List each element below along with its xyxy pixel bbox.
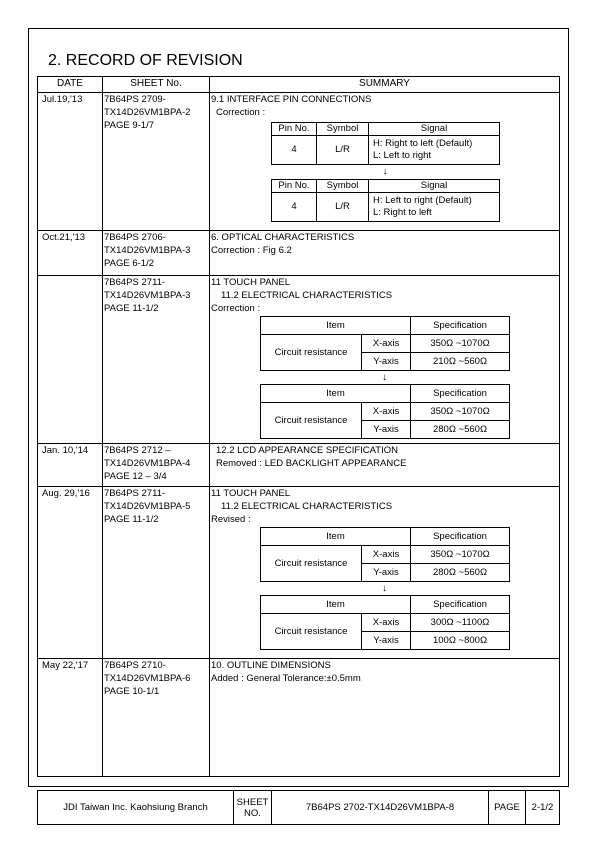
footer-page-label: PAGE	[489, 791, 526, 825]
revision-date: May 22,'17	[38, 659, 103, 777]
revision-summary: 9.1 INTERFACE PIN CONNECTIONS Correction : Pin No. Symbol Signal 4 L/R H: Right to left (Default) L: Left to right ↓ Pin No. Symbol Signal 4 L/R H: Left to right (Default) L: Right to left	[210, 93, 560, 231]
revision-summary: 6. OPTICAL CHARACTERISTICS Correction : Fig 6.2	[210, 231, 560, 276]
revision-sheet: 7B64PS 2709- TX14D26VM1BPA-2 PAGE 9-1/7	[103, 93, 210, 231]
table-row	[38, 444, 560, 487]
pin-table-after: Pin No. Symbol Signal 4 L/R H: Left to right (Default) L: Right to left	[271, 179, 500, 222]
page-title: 2. RECORD OF REVISION	[48, 52, 243, 69]
revision-sheet: 7B64PS 2706- TX14D26VM1BPA-3 PAGE 6-1/2	[103, 231, 210, 276]
footer-table	[37, 790, 560, 825]
table-row	[38, 276, 560, 444]
change-arrow-icon: ↓	[382, 372, 387, 383]
header-sheet: SHEET No.	[103, 77, 210, 93]
revision-summary: 10. OUTLINE DIMENSIONS Added : General Tolerance:±0.5mm	[210, 659, 560, 777]
table-row	[38, 659, 560, 777]
table-row	[38, 231, 560, 276]
revision-date: Oct.21,'13	[38, 231, 103, 276]
revision-summary: 11 TOUCH PANEL 11.2 ELECTRICAL CHARACTERISTICS Revised : Item Specification Circuit resistance X-axis 350Ω ~1070Ω Y-axis 280Ω ~560Ω ↓ Item Specification Circuit resistance X-axis 300Ω ~1100Ω Y-axis 100Ω ~800Ω	[210, 487, 560, 659]
spec-table-before: Item Specification Circuit resistance X-axis 350Ω ~1070Ω Y-axis 210Ω ~560Ω	[260, 316, 510, 371]
revision-sheet: 7B64PS 2710- TX14D26VM1BPA-6 PAGE 10-1/1	[103, 659, 210, 777]
spec-table-after: Item Specification Circuit resistance X-axis 300Ω ~1100Ω Y-axis 100Ω ~800Ω	[260, 595, 510, 650]
header-summary: SUMMARY	[210, 77, 560, 93]
revision-table	[37, 76, 560, 777]
revision-date: Jul.19,'13	[38, 93, 103, 231]
table-row	[38, 487, 560, 659]
revision-date: Jan. 10,'14	[38, 444, 103, 487]
revision-summary: 11 TOUCH PANEL 11.2 ELECTRICAL CHARACTERISTICS Correction : Item Specification Circuit resistance X-axis 350Ω ~1070Ω Y-axis 210Ω ~560Ω ↓ Item Specification Circuit resistance X-axis 350Ω ~1070Ω Y-axis 280Ω ~560Ω	[210, 276, 560, 444]
change-arrow-icon: ↓	[382, 166, 388, 177]
revision-date: Aug. 29,'16	[38, 487, 103, 659]
revision-header-row	[38, 77, 560, 93]
revision-sheet: 7B64PS 2712 – TX14D26VM1BPA-4 PAGE 12 – 3/4	[103, 444, 210, 487]
footer-sheet-label: SHEET NO.	[234, 791, 272, 825]
footer-page-value: 2-1/2	[526, 791, 560, 825]
spec-table-after: Item Specification Circuit resistance X-axis 350Ω ~1070Ω Y-axis 280Ω ~560Ω	[260, 384, 510, 439]
revision-date	[38, 276, 103, 444]
revision-summary: 12.2 LCD APPEARANCE SPECIFICATION Removed : LED BACKLIGHT APPEARANCE	[210, 444, 560, 487]
spec-table-before: Item Specification Circuit resistance X-axis 350Ω ~1070Ω Y-axis 280Ω ~560Ω	[260, 527, 510, 582]
pin-table-before: Pin No. Symbol Signal 4 L/R H: Right to left (Default) L: Left to right	[271, 122, 500, 165]
revision-sheet: 7B64PS 2711- TX14D26VM1BPA-3 PAGE 11-1/2	[103, 276, 210, 444]
revision-sheet: 7B64PS 2711- TX14D26VM1BPA-5 PAGE 11-1/2	[103, 487, 210, 659]
footer-company: JDI Taiwan Inc. Kaohsiung Branch	[38, 791, 234, 825]
footer-doc-number: 7B64PS 2702-TX14D26VM1BPA-8	[272, 791, 489, 825]
change-arrow-icon: ↓	[382, 583, 387, 594]
table-row	[38, 93, 560, 231]
header-date: DATE	[38, 77, 103, 93]
